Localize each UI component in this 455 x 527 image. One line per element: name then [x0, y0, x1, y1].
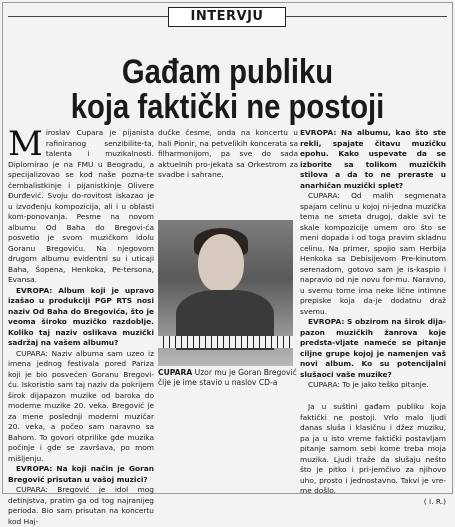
question-3: EVROPA: Na albumu, kao što ste rekli, spajate čitavu muzičku epohu. Kako uspevate da se izborite sa tolikom muzičkih stilova a da to ne preraste u anarhičan muzički splet?: [300, 128, 446, 190]
answer-2: CUPARA: Bregović je idol mog detinjstva, pratim ga od tog najranijeg perioda. Bio sam prisutan na koncertu kod Haj-: [8, 485, 154, 526]
continuation-text: dučke česme, onda na koncertu u hali Pionir, na petvelikih koncerata sa filharmonijom, pa sve do sada aktuelnih pro-jekata sa Orkestrom za svadbe i sahrane.: [158, 128, 298, 179]
article-column-1: [8, 124, 154, 527]
answer-4: CUPARA: To je jako teško pitanje.: [308, 380, 429, 389]
article-column-2-top: [158, 128, 298, 181]
headline-line-1: Gađam publiku: [121, 53, 334, 91]
headline-line-2: koja faktički ne postoji: [70, 88, 385, 126]
section-tag: INTERVJU: [168, 7, 286, 27]
question-1: EVROPA: Album koji je upravo izašao u produkciji PGP RTS nosi naziv Od Baha do Bregovića, što je veoma široko muzičko razdoblje. Koliko taj naziv oslikava muzički sadržaj na vašem albumu?: [8, 285, 154, 347]
intro-paragraph: [8, 124, 154, 286]
caption-name: CUPARA: [158, 368, 193, 377]
article-column-3: [300, 128, 446, 391]
drop-cap: M: [8, 124, 43, 164]
answer-1: CUPARA: Naziv albuma sam uzeo iz imena jednog festivala pored Pariza koji je bio posvećen Goranu Bregovi-ću. Iskoristio sam taj naziv da pokrijem širok dijapazon muzike od baroka do moderne muzike 20. veka. Bregović je za mene poslednji moderni muzičar 20. veka, a počeo sam naravno sa Bahom. To govori otprilike gde muzika počinje i gde se završava, po mom mišljenju.: [8, 348, 154, 463]
answer-3: CUPARA: Od malih segmenata spajam celinu u kojoj ni-jedna muzička tema ne smeta drugoj, dakle svi te skale kompozicije umem oro što se meni dopada i od toga pravim skladnu celinu. Na primer, spojio sam Herbija Henkoka sa Debisijevom Pre-kinutom serenadom, gotovo sam je is-kaspio i napravio od nje novu for-mu. Naravno, u svemu tome ima neke lične intimne prepiske koja da-je dodatnu draž svemu.: [300, 191, 446, 316]
photo-keyboard: [158, 336, 293, 348]
question-4: EVROPA: S obzirom na širok dija-pazon muzičkih žanrova koje predsta-vljate nameće se pitanje ciljne grupe kojoj je namenjen vaš novi album. Ko su potencijalni slušaoci vaše muzike?: [300, 317, 446, 379]
intro-text: iroslav Cupara je pijanista rafiniranog senzibilite-ta, talenta i muzikalnosti. Diplomirao je na FMU u Beogradu, a specijalizovao se kod naše pozna-te čembalistkinje i pijanistkinje Olivere Đurđević. Svoju do-rovitost iskazao je u izvođenju kompozicija, ali i u oblasti kom-ponovanja. Pesme na novom albumu Od Baha do Bregovi-ća posvetio je svom muzičkom idolu Goranu Bregoviću. Na njegovom drugom albumu evidentni su i uticaji Baha, Šopena, Henkoka, Pe-tersona, Evansa.: [8, 128, 154, 284]
photo-face: [198, 234, 244, 292]
photo-caption: [158, 368, 298, 388]
closing-paragraph: Ja u suštini gađam publiku koja faktički ne postoji. Vrlo malo ljudi danas sluša i klasičnu i džez muziku, pa ja u isto vreme faktički postavljam pitanje samom sebi kome treba moja muzika. Ljudi traže da slušaju nešto što je pitko i pri-jemčivo za njihovo uho, prosto i jednostavno. Takvi je vre-me došlo.: [300, 402, 446, 495]
question-2: EVROPA: Na koji način je Goran Bregović prisutan u vašoj muzici?: [8, 464, 154, 484]
article-column-2-bottom: [300, 402, 446, 507]
author-signature: ( I. R.): [423, 496, 446, 506]
portrait-photo: [158, 220, 293, 366]
caption-text: Uzor mu je Goran Bregović čije je ime stavio u naslov CD-a: [158, 368, 297, 387]
